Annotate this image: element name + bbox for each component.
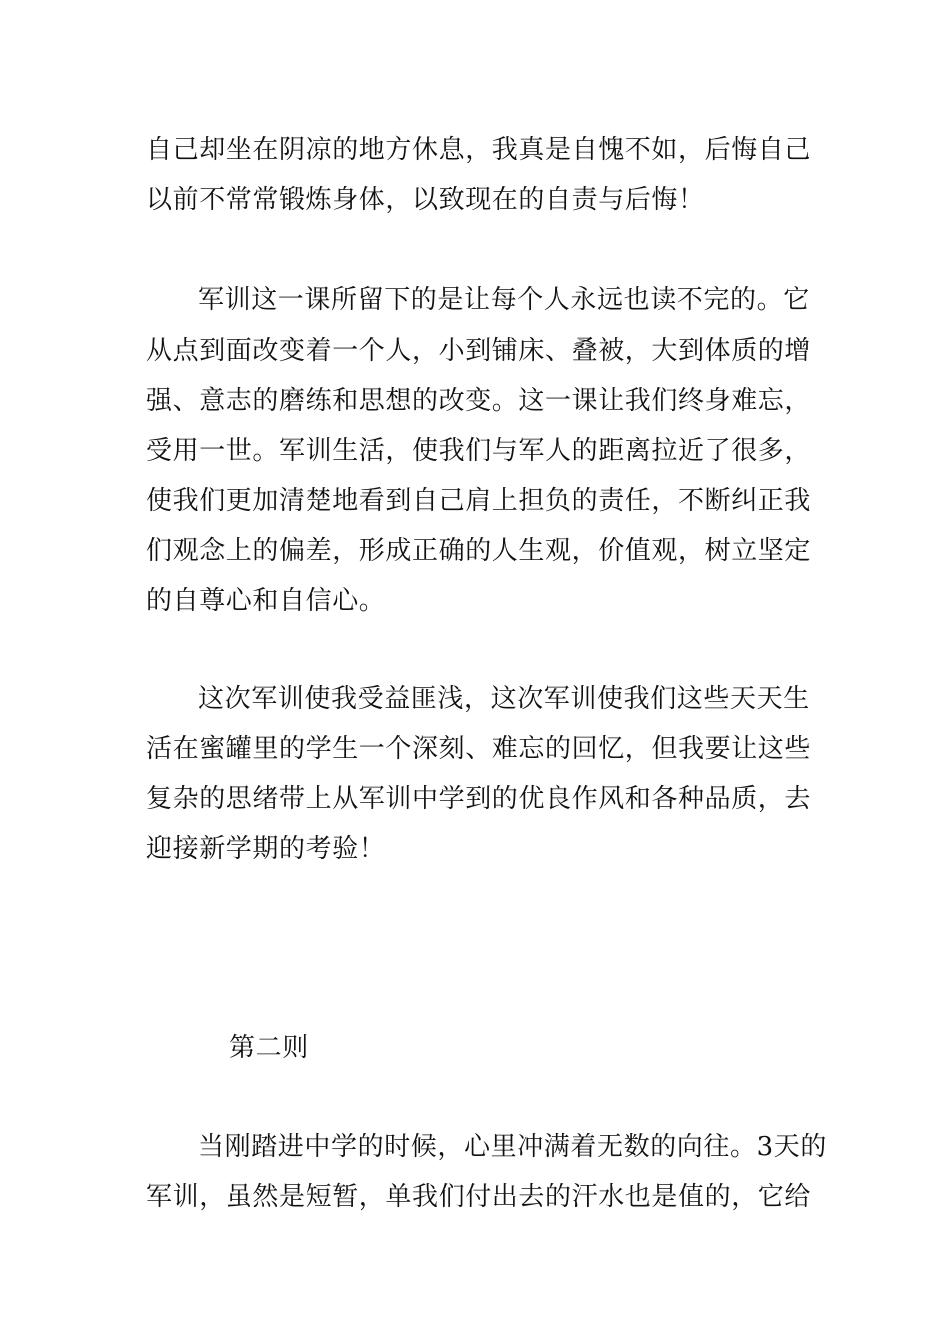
paragraph-4-line-2: 军训，虽然是短暂，单我们付出去的汗水也是值的，它给 [146, 1182, 812, 1212]
paragraph-2-line-4: 受用一世。军训生活，使我们与军人的距离拉近了很多， [146, 436, 812, 466]
paragraph-2-line-6: 们观念上的偏差，形成正确的人生观，价值观，树立坚定 [146, 536, 812, 566]
paragraph-2-line-5: 使我们更加清楚地看到自己肩上担负的责任，不断纠正我 [146, 486, 812, 516]
paragraph-1-line-1: 自己却坐在阴凉的地方休息，我真是自愧不如，后悔自己 [146, 135, 812, 165]
paragraph-3-line-3: 复杂的思绪带上从军训中学到的优良作风和各种品质，去 [146, 784, 812, 814]
paragraph-4-line-1: 当刚踏进中学的时候，心里冲满着无数的向往。3天的 [198, 1132, 827, 1162]
section-heading: 第二则 [229, 1033, 309, 1063]
paragraph-2-line-1: 军训这一课所留下的是让每个人永远也读不完的。它 [198, 285, 810, 315]
paragraph-3-line-4: 迎接新学期的考验！ [146, 834, 386, 864]
paragraph-3-line-1: 这次军训使我受益匪浅，这次军训使我们这些天天生 [198, 684, 810, 714]
paragraph-1-line-2: 以前不常常锻炼身体，以致现在的自责与后悔！ [146, 185, 705, 215]
paragraph-2-line-2: 从点到面改变着一个人，小到铺床、叠被，大到体质的增 [146, 336, 812, 366]
paragraph-3-line-2: 活在蜜罐里的学生一个深刻、难忘的回忆，但我要让这些 [146, 734, 812, 764]
paragraph-2-line-3: 强、意志的磨练和思想的改变。这一课让我们终身难忘， [146, 386, 812, 416]
paragraph-2-line-7: 的自尊心和自信心。 [146, 586, 386, 616]
